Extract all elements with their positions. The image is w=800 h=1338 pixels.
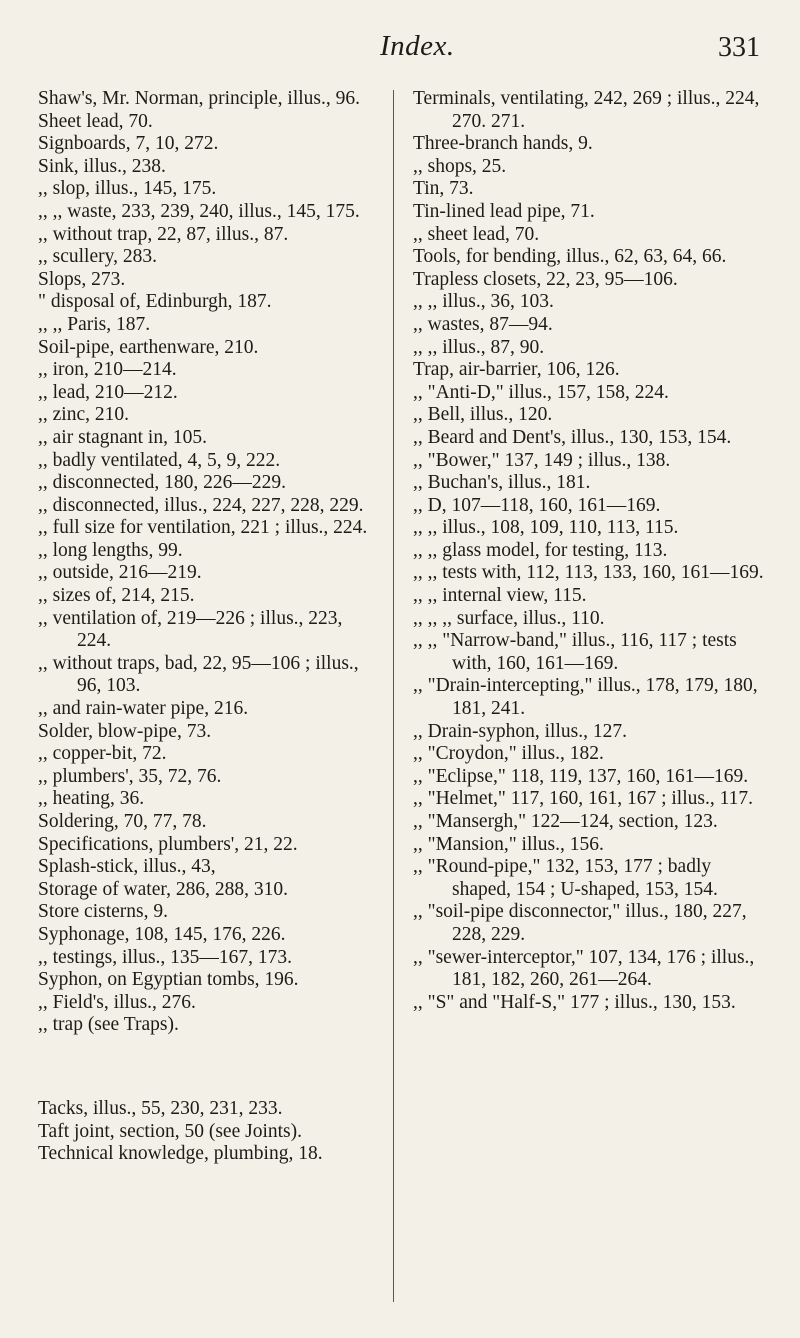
- index-entry: Store cisterns, 9.: [38, 901, 168, 923]
- running-title: Index.: [380, 30, 455, 62]
- index-entry: ,, "Croydon," illus., 182.: [413, 743, 604, 765]
- index-entry: ,, "Round-pipe," 132, 153, 177 ; badly shaped, 154 ; U-shaped, 153, 154.: [413, 856, 718, 900]
- index-column-left: [38, 88, 374, 1166]
- index-entry: ,, badly ventilated, 4, 5, 9, 222.: [38, 449, 281, 471]
- index-entry: ,, D, 107—118, 160, 161—169.: [413, 494, 661, 516]
- index-entry: ,, Field's, illus., 276.: [38, 991, 196, 1013]
- index-entry: ,, iron, 210—214.: [38, 359, 177, 381]
- index-entry: ,, "Helmet," 117, 160, 161, 167 ; illus., 117.: [413, 788, 754, 810]
- index-entry: Specifications, plumbers', 21, 22.: [38, 833, 298, 855]
- index-entry: Solder, blow-pipe, 73.: [38, 720, 212, 742]
- index-entry: Syphon, on Egyptian tombs, 196.: [38, 969, 299, 991]
- index-entry: Sink, illus., 238.: [38, 155, 166, 177]
- index-entry: ,, testings, illus., 135—167, 173.: [38, 946, 293, 968]
- index-entry: Slops, 273.: [38, 268, 126, 290]
- index-column-right: [413, 88, 773, 1014]
- index-entry: ,, "Bower," 137, 149 ; illus., 138.: [413, 449, 671, 471]
- index-entry: ,, shops, 25.: [413, 155, 507, 177]
- index-entry: ,, without trap, 22, 87, illus., 87.: [38, 223, 289, 245]
- index-entry: ,, Bell, illus., 120.: [413, 404, 553, 426]
- index-entry: ,, "Mansergh," 122—124, section, 123.: [413, 811, 718, 832]
- index-entry: Signboards, 7, 10, 272.: [38, 133, 219, 155]
- index-entry: Technical knowledge, plumbing, 18.: [38, 1143, 323, 1165]
- index-entry: ,, lead, 210—212.: [38, 381, 178, 403]
- index-entry: ,, ,, waste, 233, 239, 240, illus., 145, 175.: [38, 200, 360, 222]
- index-entry: ,, Beard and Dent's, illus., 130, 153, 154.: [413, 426, 732, 448]
- index-entry: ,, ,, internal view, 115.: [413, 585, 587, 607]
- index-entry: ,, "sewer-interceptor," 107, 134, 176 ; illus., 181, 182, 260, 261—264.: [413, 946, 755, 991]
- index-entry: Storage of water, 286, 288, 310.: [38, 878, 288, 900]
- index-entry: ,, ,, illus., 108, 109, 110, 113, 115.: [413, 517, 679, 539]
- index-entry: ,, "soil-pipe disconnector," illus., 180, 227, 228, 229.: [413, 901, 747, 945]
- index-entry: ,, long lengths, 99.: [38, 539, 183, 561]
- index-entry: ,, ,, ,, surface, illus., 110.: [413, 607, 605, 629]
- page-header: [0, 24, 800, 84]
- index-entry: ,, Drain-syphon, illus., 127.: [413, 720, 627, 742]
- index-entry: Soldering, 70, 77, 78.: [38, 811, 207, 832]
- index-entry: ,, Buchan's, illus., 181.: [413, 472, 591, 494]
- index-entry: ,, ,, glass model, for testing, 113.: [413, 539, 668, 561]
- index-entry: Three-branch hands, 9.: [413, 133, 593, 155]
- index-entry: ,, ,, illus., 87, 90.: [413, 336, 545, 358]
- index-entry: ,, "Drain-intercepting," illus., 178, 179, 180, 181, 241.: [413, 675, 758, 720]
- index-entry: Trap, air-barrier, 106, 126.: [413, 359, 620, 381]
- index-entry: Tools, for bending, illus., 62, 63, 64, 66.: [413, 246, 727, 268]
- index-entry: Trapless closets, 22, 23, 95—106.: [413, 268, 678, 290]
- index-entry: ,, full size for ventilation, 221 ; illus., 224.: [38, 517, 368, 539]
- index-entry: ,, plumbers', 35, 72, 76.: [38, 765, 222, 787]
- index-entry: ,, zinc, 210.: [38, 404, 129, 426]
- index-entry: ,, trap (see Traps).: [38, 1014, 179, 1036]
- index-entry: ,, sizes of, 214, 215.: [38, 585, 195, 607]
- index-entry: ,, ,, Paris, 187.: [38, 313, 151, 335]
- index-entry: ,, ,, tests with, 112, 113, 133, 160, 161—169.: [413, 562, 764, 584]
- index-entry: Terminals, ventilating, 242, 269 ; illus., 224, 270. 271.: [413, 88, 760, 132]
- index-entry: ,, without traps, bad, 22, 95—106 ; illus., 96, 103.: [38, 652, 359, 697]
- index-entry: Tacks, illus., 55, 230, 231, 233.: [38, 1097, 283, 1119]
- index-entry: ,, ventilation of, 219—226 ; illus., 223, 224.: [38, 607, 343, 652]
- index-entry: Tin, 73.: [413, 178, 474, 200]
- index-entry: ,, scullery, 283.: [38, 246, 157, 268]
- index-entry: ,, copper-bit, 72.: [38, 743, 167, 765]
- index-entry: ,, heating, 36.: [38, 788, 145, 810]
- index-entry: ,, and rain-water pipe, 216.: [38, 698, 249, 720]
- page-number: 331: [718, 32, 760, 63]
- index-entry: " disposal of, Edinburgh, 187.: [38, 291, 272, 313]
- index-entry: ,, ,, "Narrow-band," illus., 116, 117 ; tests with, 160, 161—169.: [413, 630, 737, 674]
- index-entry: Shaw's, Mr. Norman, principle, illus., 96.: [38, 88, 360, 109]
- index-entry: Splash-stick, illus., 43,: [38, 856, 216, 878]
- index-entry: ,, air stagnant in, 105.: [38, 426, 207, 448]
- index-entry: ,, "Mansion," illus., 156.: [413, 833, 604, 855]
- index-entry: Sheet lead, 70.: [38, 110, 153, 132]
- index-entry: ,, "S" and "Half-S," 177 ; illus., 130, 153.: [413, 991, 736, 1013]
- index-entry: ,, wastes, 87—94.: [413, 313, 553, 335]
- index-entry: ,, ,, illus., 36, 103.: [413, 291, 554, 313]
- index-entry: ,, "Anti-D," illus., 157, 158, 224.: [413, 381, 669, 403]
- index-entry: ,, "Eclipse," 118, 119, 137, 160, 161—169.: [413, 765, 749, 787]
- index-entry: ,, outside, 216—219.: [38, 562, 202, 584]
- index-entry: Syphonage, 108, 145, 176, 226.: [38, 923, 286, 945]
- entry-gap: [38, 1056, 374, 1078]
- index-entry: ,, disconnected, 180, 226—229.: [38, 472, 287, 494]
- index-entry: Soil-pipe, earthenware, 210.: [38, 336, 259, 358]
- index-entry: Tin-lined lead pipe, 71.: [413, 200, 595, 222]
- index-entry: ,, disconnected, illus., 224, 227, 228, 229.: [38, 494, 364, 516]
- index-entry: Taft joint, section, 50 (see Joints).: [38, 1120, 303, 1142]
- index-entry: ,, slop, illus., 145, 175.: [38, 178, 217, 200]
- index-entry: ,, sheet lead, 70.: [413, 223, 540, 245]
- column-divider: [393, 90, 394, 1302]
